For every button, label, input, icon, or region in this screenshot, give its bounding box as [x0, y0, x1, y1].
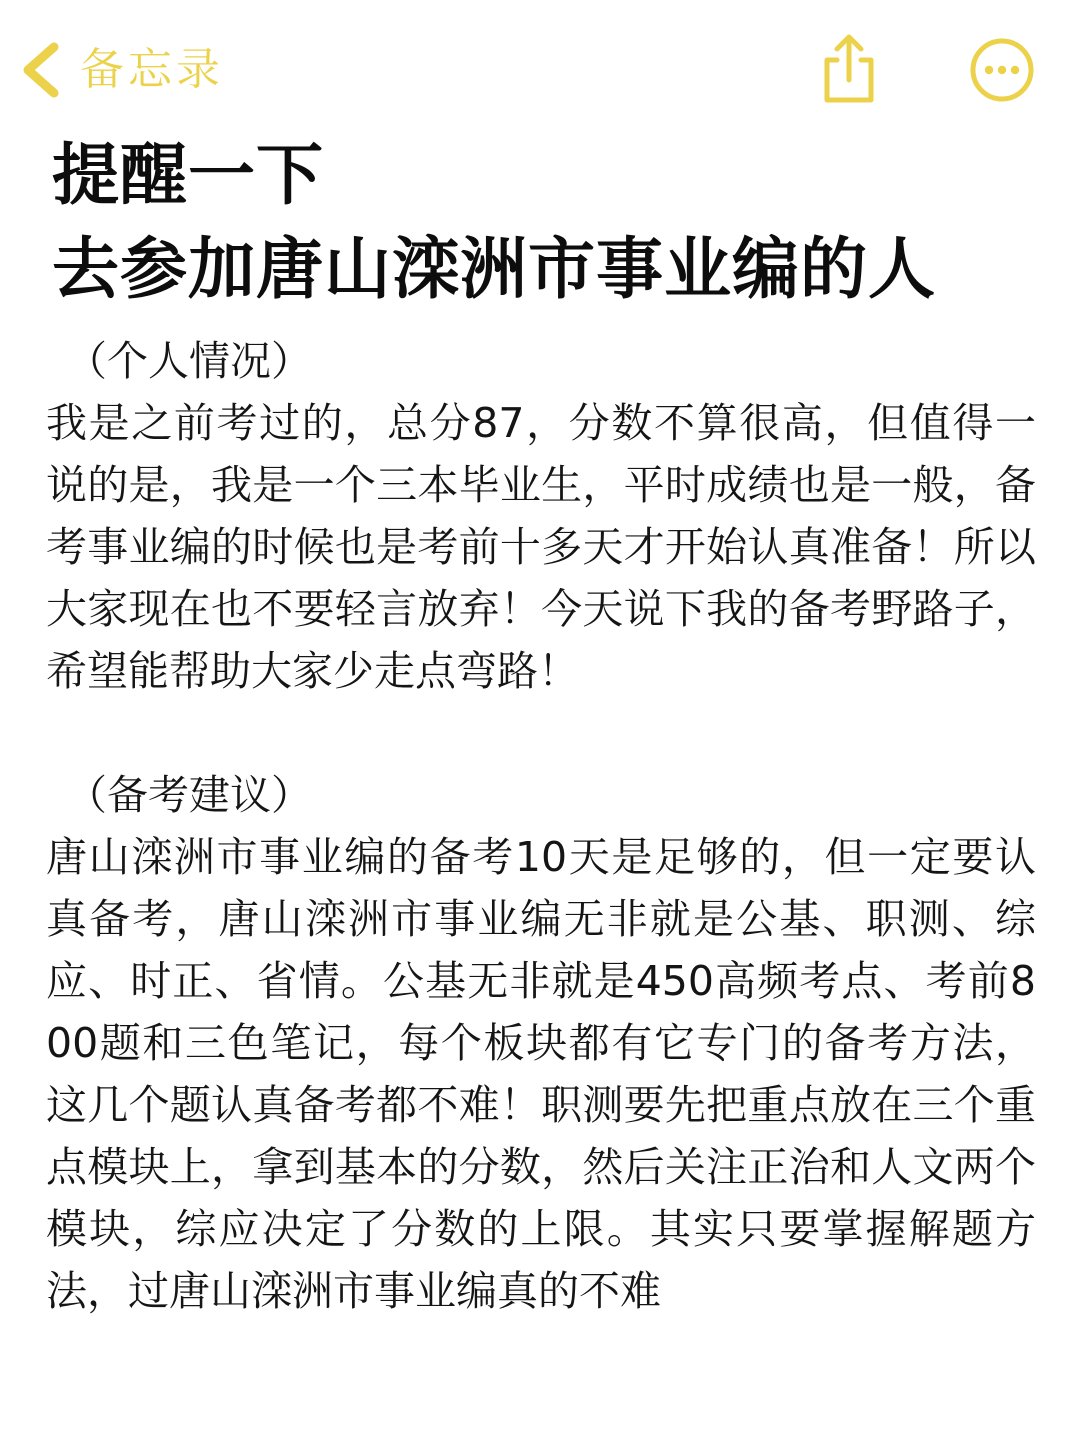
ellipsis-circle-icon[interactable]: [968, 36, 1036, 104]
section-body-personal: 我是之前考过的，总分87，分数不算很高，但值得一说的是，我是一个三本毕业生，平时成绩也是一般，备考事业编的时候也是考前十多天才开始认真准备！所以大家现在也不要轻言放弃！今天说下我的备考野路子，希望能帮助大家少走点弯路！: [46, 399, 1036, 695]
note-body[interactable]: [46, 330, 1036, 1322]
chevron-left-icon: [16, 39, 66, 101]
section-heading-advice: （备考建议）: [66, 771, 312, 819]
navigation-bar: [0, 0, 1080, 130]
section-body-advice: 唐山滦洲市事业编的备考10天是足够的，但一定要认真备考，唐山滦洲市事业编无非就是公基、职测、综应、时正、省情。公基无非就是450高频考点、考前800题和三色笔记，每个板块都有它专门的备考方法，这几个题认真备考都不难！职测要先把重点放在三个重点模块上，拿到基本的分数，然后关注正治和人文两个模块，综应决定了分数的上限。其实只要掌握解题方法，过唐山滦洲市事业编真的不难: [46, 833, 1036, 1315]
back-button[interactable]: [16, 38, 224, 102]
section-heading-personal: （个人情况）: [66, 337, 312, 385]
note-title-line-1: 提醒一下: [52, 136, 324, 214]
back-button-label: 备忘录: [80, 44, 224, 95]
note-title-line-2: 去参加唐山滦洲市事业编的人: [52, 230, 936, 308]
note-title: [52, 128, 1052, 316]
share-icon[interactable]: [815, 30, 883, 106]
blank-line: [46, 702, 1036, 764]
